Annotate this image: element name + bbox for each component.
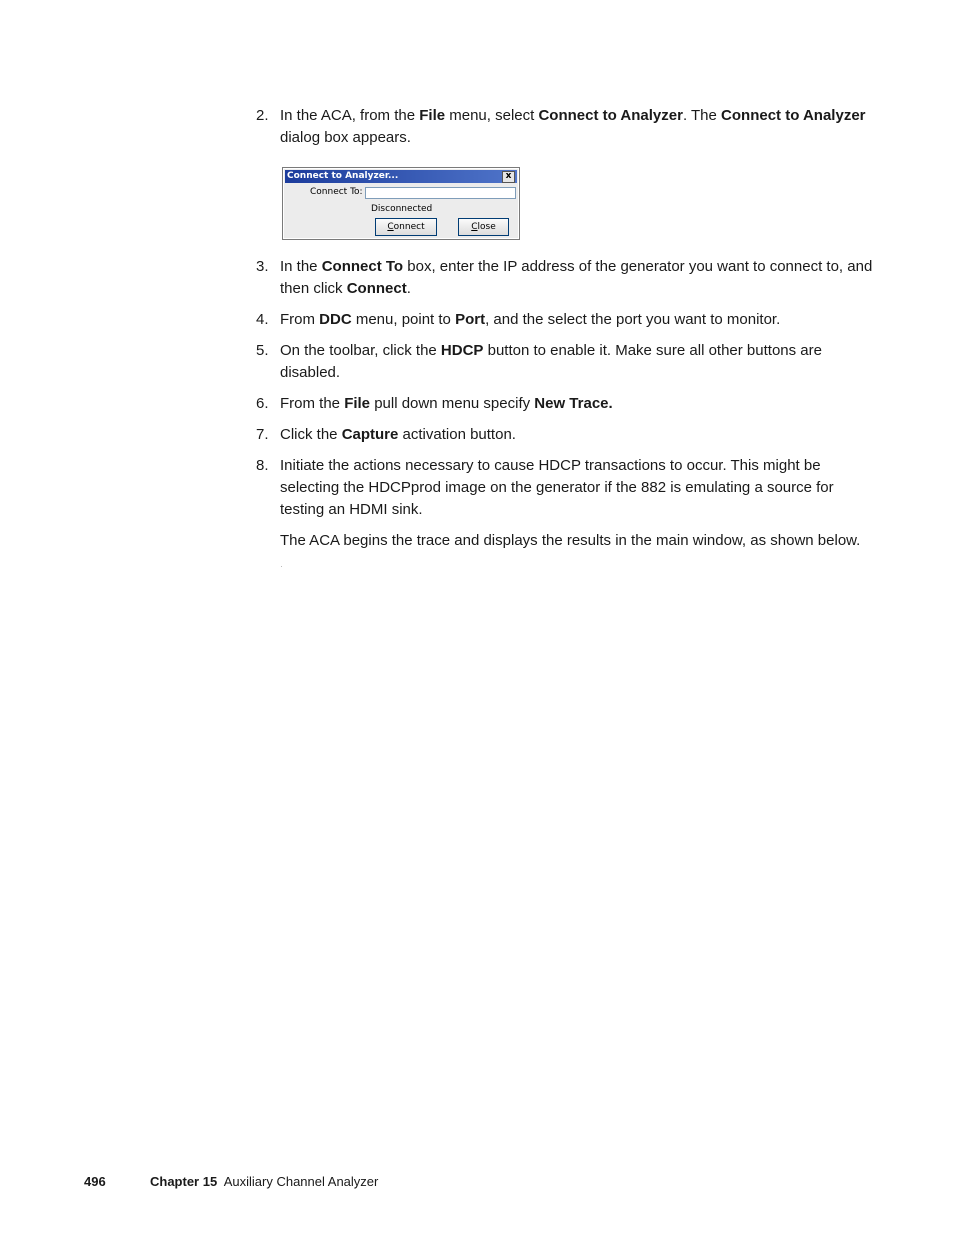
step-emphasis: Connect to Analyzer bbox=[538, 107, 683, 124]
step-emphasis: HDCP bbox=[440, 342, 484, 359]
page-footer bbox=[84, 1174, 379, 1190]
step-text-run: From the bbox=[280, 395, 345, 412]
step-emphasis: File bbox=[419, 107, 446, 124]
step-text-run: In the ACA, from the bbox=[280, 107, 420, 124]
step-text-run: Click the bbox=[280, 426, 342, 443]
step-text-run: box, enter the IP address of the generator you want to connect to, and then click bbox=[280, 258, 873, 297]
dialog-title: Connect to Analyzer... bbox=[287, 171, 399, 181]
step-number: 8. bbox=[256, 457, 269, 474]
step-number: 4. bbox=[256, 311, 269, 328]
page-number: 496 bbox=[84, 1174, 106, 1189]
step-emphasis: Connect To bbox=[321, 258, 404, 275]
chapter-label: Chapter 15 bbox=[150, 1174, 218, 1189]
step-7 bbox=[256, 424, 876, 446]
step-text-run: dialog box appears. bbox=[280, 129, 411, 146]
connect-button-label: onnect bbox=[393, 222, 425, 232]
step-text bbox=[280, 107, 866, 146]
step-text bbox=[280, 342, 822, 381]
step-text-run: . bbox=[406, 280, 411, 297]
step-emphasis: New Trace. bbox=[534, 395, 613, 412]
image-placeholder-mark bbox=[281, 566, 282, 567]
step-text-run: Initiate the actions necessary to cause HDCP transactions to occur. This might be selecting the HDCPprod image on the generator if the 882 is emulating a source for testing an HDMI sink. bbox=[280, 457, 834, 518]
step-5 bbox=[256, 340, 876, 384]
connect-button-mnemonic: C bbox=[387, 222, 394, 232]
step-emphasis: Port bbox=[455, 311, 486, 328]
chapter-reference bbox=[150, 1174, 378, 1190]
step-text bbox=[280, 311, 780, 328]
step-number: 2. bbox=[256, 107, 269, 124]
step-number: 6. bbox=[256, 395, 269, 412]
step-2 bbox=[256, 105, 876, 149]
step-text bbox=[280, 395, 613, 412]
connect-to-input[interactable] bbox=[365, 187, 516, 199]
step-text bbox=[280, 457, 834, 518]
step-number: 7. bbox=[256, 426, 269, 443]
dialog-title-bar bbox=[285, 170, 517, 183]
step-text-run: pull down menu specify bbox=[370, 395, 535, 412]
step-text bbox=[280, 426, 516, 443]
step-text-run: , and the select the port you want to monitor. bbox=[485, 311, 781, 328]
instruction-steps bbox=[256, 105, 876, 552]
step-text-run: button to enable it. Make sure all other buttons are disabled. bbox=[280, 342, 822, 381]
step-4 bbox=[256, 309, 876, 331]
step-text-run: On the toolbar, click the bbox=[280, 342, 441, 359]
connect-button[interactable] bbox=[375, 218, 437, 236]
step-number: 3. bbox=[256, 258, 269, 275]
step-text-run: From bbox=[280, 311, 320, 328]
chapter-title: Auxiliary Channel Analyzer bbox=[223, 1174, 379, 1189]
close-button-mnemonic: C bbox=[471, 222, 478, 232]
close-button[interactable] bbox=[458, 218, 509, 236]
step-text-run: In the bbox=[280, 258, 322, 275]
step-text-run: menu, point to bbox=[351, 311, 456, 328]
step-emphasis: File bbox=[344, 395, 371, 412]
connect-to-label: Connect To: bbox=[310, 187, 363, 197]
step-3 bbox=[256, 256, 876, 300]
close-button-label: lose bbox=[477, 222, 496, 232]
step-emphasis: DDC bbox=[319, 311, 352, 328]
result-note: The ACA begins the trace and displays the results in the main window, as shown below. bbox=[280, 532, 861, 549]
connection-status: Disconnected bbox=[371, 204, 433, 214]
step-emphasis: Connect to Analyzer bbox=[721, 107, 866, 124]
step-text-run: menu, select bbox=[445, 107, 539, 124]
step-text-run: . The bbox=[682, 107, 722, 124]
step-number: 5. bbox=[256, 342, 269, 359]
step-text-run: activation button. bbox=[398, 426, 516, 443]
step-emphasis: Connect bbox=[346, 280, 407, 297]
step-text bbox=[280, 258, 872, 297]
connect-to-analyzer-dialog bbox=[282, 167, 520, 240]
step-6 bbox=[256, 393, 876, 415]
close-icon[interactable]: x bbox=[502, 171, 515, 183]
step-8 bbox=[256, 455, 876, 521]
step-emphasis: Capture bbox=[341, 426, 399, 443]
